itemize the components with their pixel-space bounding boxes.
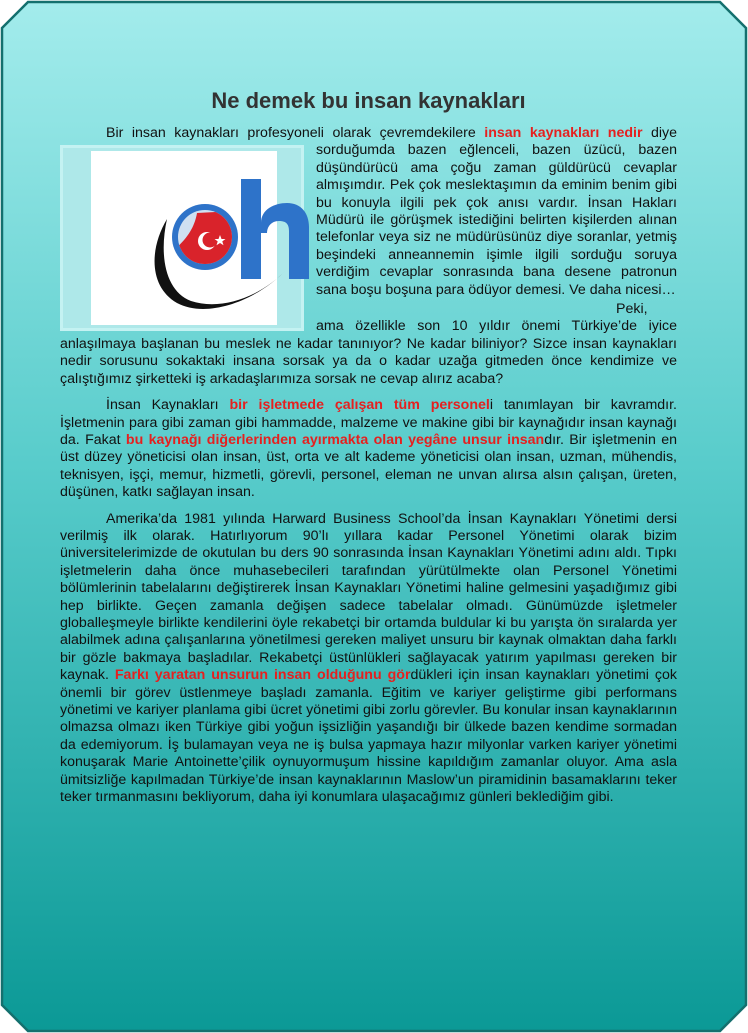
- paragraph-3-highlight-1: bir işletmede çalışan tüm personel: [229, 397, 490, 414]
- paragraph-3-text-c: dır. Bir işletmenin en üst düzey yöneticisi olan insan, üst, orta ve alt kademe yöneticisi olan insan, uzman, mühendis, teknisyen, işçi, memur, hizmetli, görevli, personel, eleman ne unvan alırsa alsın çalışan, üreten, düşünen, katkı sağlayan insan.: [60, 431, 677, 501]
- paragraph-1-text-a: Bir insan kaynakları profesyoneli olarak çevremdekilere: [106, 125, 485, 141]
- article-title: Ne demek bu insan kaynakları: [211, 88, 526, 113]
- paragraph-1: [60, 125, 677, 299]
- logo-background: [91, 151, 277, 325]
- article: [60, 88, 677, 815]
- paragraph-3-text-b: i tanımlayan bir kavramdır. İşletmenin para gibi zaman gibi hammadde, malzeme ve makine gibi bir kaynağıdır insan kaynağı da. Fakat: [60, 397, 677, 448]
- paragraph-2: Peki, ama özellikle son 10 yıldır önemi Türkiye’de iyice anlaşılmaya başlanan bu meslek ne kadar tanınıyor? Ne kadar biliniyor? Sizce insan kaynakları nedir sorusunu sokaktaki insana sorsak ya da o kadar uzağa gitmeden önce kendimize ve çalıştığımız şirketteki iş arkadaşlarımıza sorsak ne cevap alırız acaba?: [60, 301, 677, 387]
- paragraph-4-text-b: dükleri için insan kaynakları yönetimi çok önemli bir görev üstlenmeye başladı zamanla. Eğitim ve kariyer geliştirme gibi performans yönetimi ve kariyer planlama gibi ücret yönetimi gibi zorlu görevler. Bu konular insan kaynaklarının olmazsa olmazı iken Türkiye gibi yoğun işsizliğin yaşandığı bir ülkede bazen kendime sormadan da edemiyorum. İş bulamayan veya ne iş bulsa yapmaya hazır milyonlar varken kariyer yönetimi konuşarak Marie Antoinette’çilik oynuyormuşum hissine kapıldığım zamanlar oluyor. Ama asla ümitsizliğe kapılmadan Türkiye’de insan kaynaklarının Maslow’un piramidinin basamaklarını teker teker tırmanmasını bekliyorum, daha iyi konumlara ulaşacağımız günleri beklediğim gibi.: [60, 667, 677, 806]
- paragraph-1-text-b: diye sorduğumda bazen eğlenceli, bazen üzücü, bazen düşündürücü ama çoğu zaman güldürücü cevaplar almışımdır. Pek çok meslektaşımın da eminim benim gibi bu konuyla ilgili pek çok anısı vardır. İnsan Hakları Müdürü ile görüşmek istediğini belirten kişilerden alınan telefonlar veya siz ne müdürüsünüz diye soranlar, yetmiş beşindeki anneannemin işimle ilgili sorduğu soruya verdiğim cevaplar sonrasında bana desene patronun sana boşu boşuna para ödüyor demesi. Ve daha nicesi…: [316, 125, 678, 298]
- oh-logo-with-turkish-flag-icon: [137, 151, 323, 325]
- paragraph-4-text-a: Amerika’da 1981 yılında Harward Business School’da İnsan Kaynakları Yönetimi dersi verilmiş ilk olarak. Hatırlıyorum 90’lı yıllara kadar Personel Yönetimi olarak bizim üniversitelerimizde de okutulan bu ders 90 sonrasında İnsan Kaynakları Yönetimi adını aldı. Tıpkı işletmelerin daha önce muhasebecileri tarafından yürütülmekte olan Personel Yönetimi bölümlerinin tabelalarını değiştirerek İnsan Kaynakları Yönetimi haline gelmesini yaşadığımız gibi hep birlikte. Geçen zamanla değişen sadece tabelalar olmadı. Günümüzde işletmeler globalleşmeyle birlikte kendilerini öyle rekabetçi bir ortamda buldular ki bu yarışta ön sıralarda yer alabilmek adına çalışanlarına yönetilmesi gereken maliyet unsuru bir kaynak olmaktan daha farklı bir gözle bakmaya başladılar. Rekabetçi üstünlükleri sağlayacak yatırım yapılması gereken bir kaynak.: [60, 510, 677, 684]
- paragraph-3-text-a: İnsan Kaynakları: [106, 397, 230, 414]
- paragraph-4-highlight: Farkı yaratan unsurun insan olduğunu gör: [114, 667, 411, 684]
- paragraph-3: [60, 397, 677, 501]
- paragraph-1-highlight: insan kaynakları nedir: [484, 125, 643, 141]
- logo-frame: [60, 145, 304, 331]
- paragraph-3-highlight-2: bu kaynağı diğerlerinden ayırmakta olan yegâne unsur insan: [125, 431, 545, 448]
- paragraph-4: [60, 511, 677, 807]
